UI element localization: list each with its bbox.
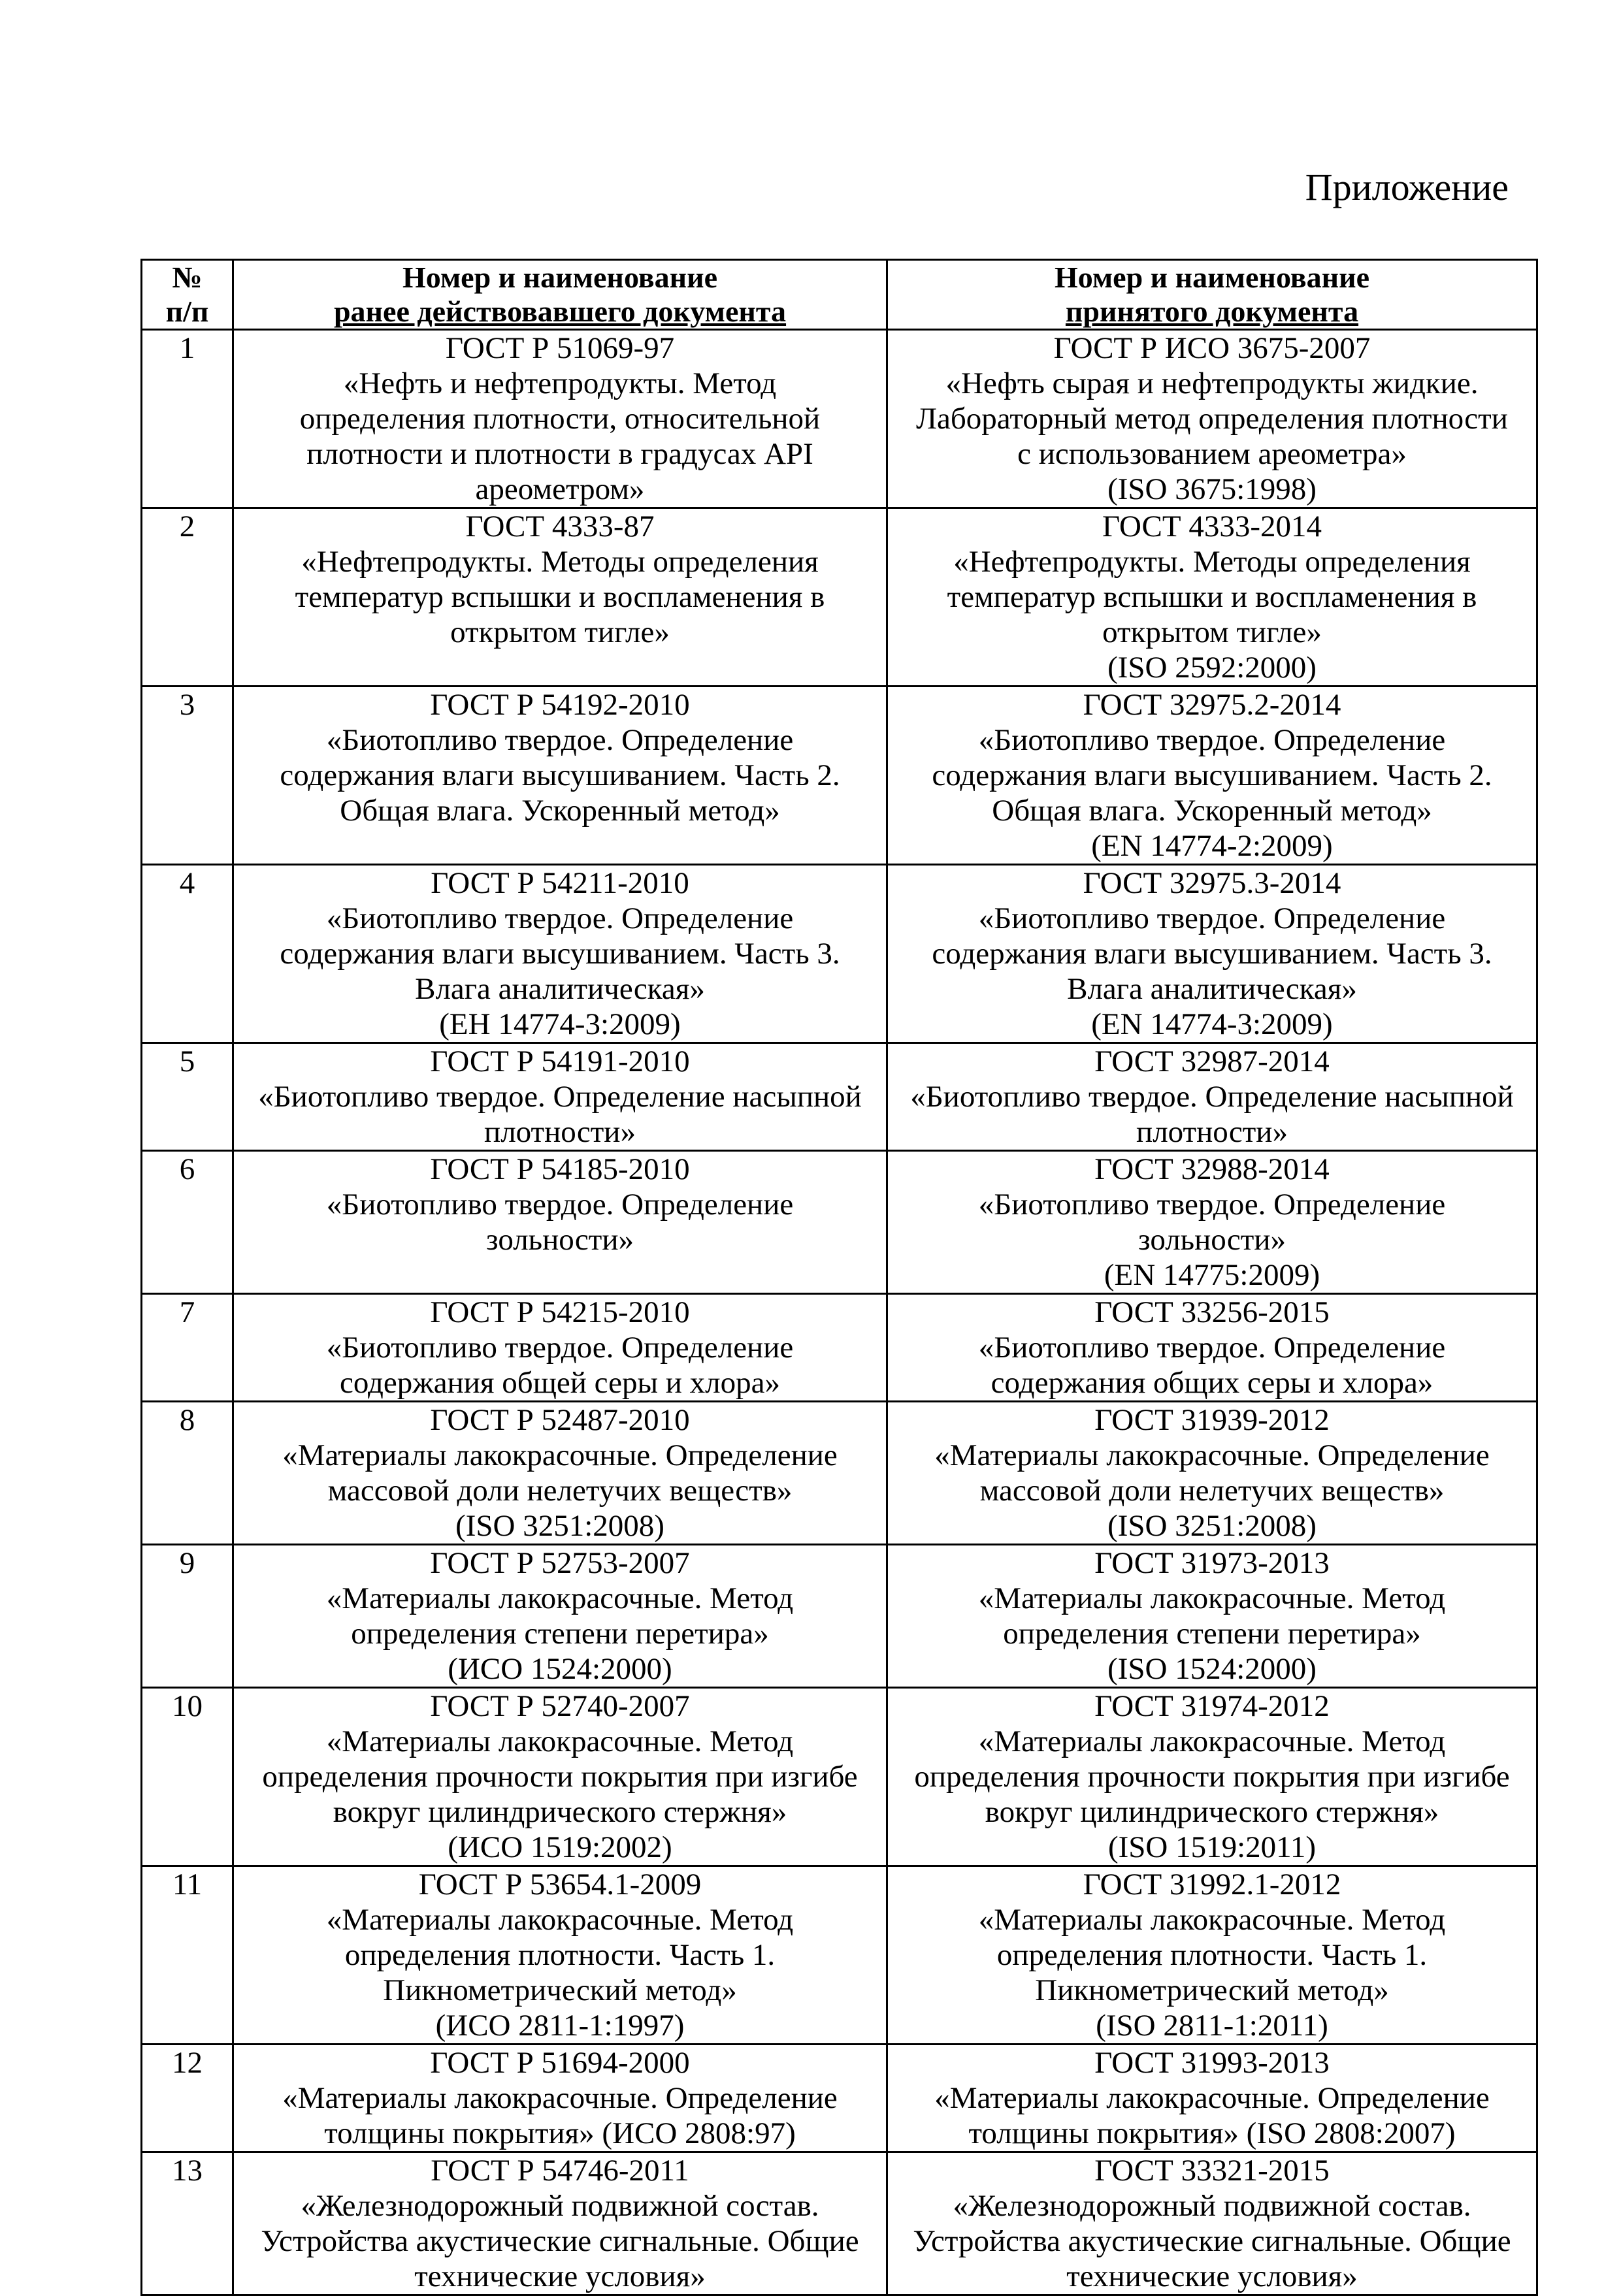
- header-adopted-line-1: Номер и наименование: [1054, 261, 1370, 294]
- adopted-document-line: ГОСТ 31974-2012: [1094, 1689, 1330, 1723]
- adopted-document-cell: [887, 865, 1537, 1043]
- adopted-document-line: «Железнодорожный подвижной состав.: [953, 2189, 1471, 2223]
- adopted-document-line: определения прочности покрытия при изгибе: [914, 1760, 1510, 1794]
- adopted-document-line: «Биотопливо твердое. Определение: [978, 901, 1446, 935]
- row-number: 12: [142, 2045, 233, 2152]
- previous-document-line: Влага аналитическая»: [415, 972, 705, 1006]
- adopted-document-line: (EN 14775:2009): [1104, 1258, 1320, 1292]
- adopted-document-line: зольности»: [1138, 1223, 1286, 1257]
- previous-document-line: определения прочности покрытия при изгибе: [262, 1760, 858, 1794]
- previous-document-line: содержания влаги высушиванием. Часть 3.: [280, 937, 840, 971]
- previous-document-line: «Нефтепродукты. Методы определения: [301, 545, 819, 579]
- adopted-document-cell: [887, 2152, 1537, 2295]
- adopted-document-cell: [887, 330, 1537, 508]
- previous-document-line: «Материалы лакокрасочные. Определение: [282, 1438, 838, 1472]
- previous-document-line: «Биотопливо твердое. Определение: [326, 901, 794, 935]
- adopted-document-line: определения плотности. Часть 1.: [996, 1938, 1428, 1972]
- previous-document-line: технические условия»: [414, 2259, 706, 2293]
- adopted-document-line: (ISO 1524:2000): [1107, 1652, 1317, 1686]
- header-previous-document: [233, 260, 887, 330]
- adopted-document-cell: [887, 508, 1537, 687]
- previous-document-line: ГОСТ Р 52740-2007: [430, 1689, 690, 1723]
- adopted-document-line: (EN 14774-2:2009): [1091, 829, 1333, 863]
- previous-document-cell: [233, 1151, 887, 1294]
- previous-document-cell: [233, 865, 887, 1043]
- previous-document-line: «Биотопливо твердое. Определение: [326, 723, 794, 757]
- adopted-document-line: «Материалы лакокрасочные. Метод: [978, 1903, 1446, 1937]
- previous-document-line: ГОСТ Р 51694-2000: [430, 2046, 690, 2080]
- header-previous-line-2: ранее действовавшего документа: [333, 295, 787, 328]
- adopted-document-line: ГОСТ Р ИСО 3675-2007: [1053, 331, 1371, 365]
- previous-document-line: (ИСО 2811-1:1997): [435, 2009, 685, 2043]
- adopted-document-cell: [887, 1043, 1537, 1151]
- adopted-document-line: (ISO 1519:2011): [1107, 1830, 1317, 1864]
- row-number: 10: [142, 1688, 233, 1866]
- adopted-document-cell: [887, 1866, 1537, 2045]
- adopted-document-line: (ISO 2592:2000): [1107, 651, 1317, 685]
- adopted-document-line: содержания влаги высушиванием. Часть 3.: [932, 937, 1492, 971]
- previous-document-line: ГОСТ Р 51069-97: [445, 331, 675, 365]
- adopted-document-line: определения степени перетира»: [1003, 1617, 1421, 1651]
- row-number: 6: [142, 1151, 233, 1294]
- row-number: 11: [142, 1866, 233, 2045]
- adopted-document-line: ГОСТ 31973-2013: [1094, 1546, 1330, 1580]
- previous-document-cell: [233, 1688, 887, 1866]
- previous-document-line: «Материалы лакокрасочные. Метод: [326, 1903, 794, 1937]
- header-adopted-line-2: принятого документа: [1065, 295, 1359, 328]
- table-header-row: [142, 260, 1537, 330]
- previous-document-cell: [233, 1402, 887, 1545]
- adopted-document-line: ГОСТ 33321-2015: [1094, 2154, 1330, 2188]
- adopted-document-line: «Нефтепродукты. Методы определения: [953, 545, 1471, 579]
- previous-document-line: плотности и плотности в градусах API: [306, 437, 813, 471]
- previous-document-cell: [233, 2152, 887, 2295]
- table-row: [142, 687, 1537, 865]
- adopted-document-line: ГОСТ 32975.3-2014: [1083, 866, 1341, 900]
- previous-document-line: массовой доли нелетучих веществ»: [327, 1474, 793, 1508]
- previous-document-line: определения степени перетира»: [351, 1617, 769, 1651]
- previous-document-line: Пикнометрический метод»: [383, 1973, 737, 2007]
- previous-document-line: «Материалы лакокрасочные. Определение: [282, 2081, 838, 2115]
- previous-document-line: «Биотопливо твердое. Определение: [326, 1188, 794, 1221]
- table-row: [142, 508, 1537, 687]
- adopted-document-line: ГОСТ 31992.1-2012: [1083, 1868, 1341, 1901]
- adopted-document-line: толщины покрытия» (ISO 2808:2007): [968, 2116, 1456, 2150]
- previous-document-line: (ISO 3251:2008): [455, 1509, 664, 1543]
- previous-document-line: ГОСТ Р 54215-2010: [430, 1295, 690, 1329]
- adopted-document-line: «Биотопливо твердое. Определение: [978, 1331, 1446, 1365]
- table-row: [142, 330, 1537, 508]
- adopted-document-line: «Биотопливо твердое. Определение: [978, 723, 1446, 757]
- adopted-document-cell: [887, 1151, 1537, 1294]
- table-row: [142, 2152, 1537, 2295]
- previous-document-cell: [233, 1043, 887, 1151]
- previous-document-cell: [233, 1866, 887, 2045]
- header-adopted-document: [887, 260, 1537, 330]
- previous-document-line: «Материалы лакокрасочные. Метод: [326, 1581, 794, 1615]
- adopted-document-line: ГОСТ 33256-2015: [1094, 1295, 1330, 1329]
- previous-document-line: ГОСТ Р 52753-2007: [430, 1546, 690, 1580]
- adopted-document-line: Общая влага. Ускоренный метод»: [992, 794, 1432, 828]
- adopted-document-line: вокруг цилиндрического стержня»: [985, 1795, 1439, 1829]
- adopted-document-line: ГОСТ 32988-2014: [1094, 1152, 1330, 1186]
- adopted-document-line: открытом тигле»: [1102, 615, 1322, 649]
- previous-document-cell: [233, 687, 887, 865]
- previous-document-cell: [233, 508, 887, 687]
- row-number: 5: [142, 1043, 233, 1151]
- adopted-document-line: «Биотопливо твердое. Определение насыпной: [910, 1080, 1514, 1114]
- adopted-document-cell: [887, 1294, 1537, 1402]
- row-number: 3: [142, 687, 233, 865]
- previous-document-cell: [233, 2045, 887, 2152]
- adopted-document-line: «Материалы лакокрасочные. Метод: [978, 1581, 1446, 1615]
- previous-document-line: ГОСТ Р 54211-2010: [431, 866, 689, 900]
- table-row: [142, 1402, 1537, 1545]
- previous-document-line: «Железнодорожный подвижной состав.: [301, 2189, 819, 2223]
- adopted-document-line: содержания влаги высушиванием. Часть 2.: [932, 758, 1492, 792]
- adopted-document-line: массовой доли нелетучих веществ»: [979, 1474, 1445, 1508]
- previous-document-line: зольности»: [486, 1223, 634, 1257]
- previous-document-line: Общая влага. Ускоренный метод»: [340, 794, 780, 828]
- adopted-document-line: температур вспышки и воспламенения в: [947, 580, 1477, 614]
- row-number: 13: [142, 2152, 233, 2295]
- table-row: [142, 1294, 1537, 1402]
- previous-document-line: «Биотопливо твердое. Определение: [326, 1331, 794, 1365]
- row-number: 9: [142, 1545, 233, 1688]
- previous-document-cell: [233, 330, 887, 508]
- table-row: [142, 2045, 1537, 2152]
- adopted-document-line: (ISO 3675:1998): [1107, 472, 1317, 506]
- adopted-document-line: (EN 14774-3:2009): [1091, 1007, 1333, 1041]
- adopted-document-line: ГОСТ 4333-2014: [1102, 509, 1322, 543]
- adopted-document-line: Устройства акустические сигнальные. Общие: [913, 2224, 1511, 2258]
- previous-document-line: «Материалы лакокрасочные. Метод: [326, 1724, 794, 1758]
- previous-document-line: толщины покрытия» (ИСО 2808:97): [324, 2116, 796, 2150]
- adopted-document-cell: [887, 2045, 1537, 2152]
- row-number: 1: [142, 330, 233, 508]
- row-number: 2: [142, 508, 233, 687]
- previous-document-line: «Биотопливо твердое. Определение насыпной: [258, 1080, 862, 1114]
- header-previous-line-1: Номер и наименование: [402, 261, 718, 294]
- adopted-document-line: ГОСТ 31939-2012: [1094, 1403, 1330, 1437]
- previous-document-line: ГОСТ 4333-87: [465, 509, 655, 543]
- table-body: [142, 330, 1537, 2295]
- adopted-document-line: «Материалы лакокрасочные. Определение: [934, 2081, 1490, 2115]
- previous-document-line: ГОСТ Р 54192-2010: [430, 688, 690, 722]
- previous-document-cell: [233, 1294, 887, 1402]
- previous-document-line: ГОСТ Р 54191-2010: [430, 1044, 690, 1078]
- previous-document-line: (ИСО 1524:2000): [448, 1652, 672, 1686]
- row-number: 8: [142, 1402, 233, 1545]
- adopted-document-cell: [887, 1545, 1537, 1688]
- previous-document-line: содержания влаги высушиванием. Часть 2.: [280, 758, 840, 792]
- previous-document-line: температур вспышки и воспламенения в: [295, 580, 825, 614]
- previous-document-line: ГОСТ Р 54746-2011: [431, 2154, 689, 2188]
- adopted-document-line: технические условия»: [1066, 2259, 1358, 2293]
- previous-document-line: ареометром»: [475, 472, 645, 506]
- previous-document-line: плотности»: [484, 1115, 636, 1149]
- adopted-document-line: ГОСТ 32975.2-2014: [1083, 688, 1341, 722]
- header-number: [142, 260, 233, 330]
- adopted-document-cell: [887, 1688, 1537, 1866]
- adopted-document-line: содержания общих серы и хлора»: [991, 1366, 1433, 1400]
- adopted-document-line: Влага аналитическая»: [1067, 972, 1357, 1006]
- adopted-document-line: «Биотопливо твердое. Определение: [978, 1188, 1446, 1221]
- table-row: [142, 1866, 1537, 2045]
- standards-replacement-table: [140, 259, 1538, 2296]
- previous-document-line: ГОСТ Р 53654.1-2009: [418, 1868, 702, 1901]
- previous-document-cell: [233, 1545, 887, 1688]
- adopted-document-line: ГОСТ 31993-2013: [1094, 2046, 1330, 2080]
- previous-document-line: (ИСО 1519:2002): [448, 1830, 672, 1864]
- previous-document-line: «Нефть и нефтепродукты. Метод: [343, 366, 777, 400]
- header-number-line-1: №: [172, 261, 203, 294]
- adopted-document-line: «Материалы лакокрасочные. Метод: [978, 1724, 1446, 1758]
- table-row: [142, 1151, 1537, 1294]
- adopted-document-line: ГОСТ 32987-2014: [1094, 1044, 1330, 1078]
- previous-document-line: ГОСТ Р 54185-2010: [430, 1152, 690, 1186]
- previous-document-line: вокруг цилиндрического стержня»: [333, 1795, 787, 1829]
- table-row: [142, 1688, 1537, 1866]
- header-number-line-2: п/п: [165, 295, 209, 328]
- adopted-document-line: Лабораторный метод определения плотности: [916, 402, 1508, 436]
- previous-document-line: определения плотности, относительной: [299, 402, 821, 436]
- table-row: [142, 1043, 1537, 1151]
- adopted-document-line: «Нефть сырая и нефтепродукты жидкие.: [945, 366, 1479, 400]
- adopted-document-line: «Материалы лакокрасочные. Определение: [934, 1438, 1490, 1472]
- table-row: [142, 1545, 1537, 1688]
- previous-document-line: (ЕН 14774-3:2009): [439, 1007, 681, 1041]
- row-number: 7: [142, 1294, 233, 1402]
- adopted-document-line: (ISO 3251:2008): [1107, 1509, 1317, 1543]
- adopted-document-line: Пикнометрический метод»: [1035, 1973, 1389, 2007]
- row-number: 4: [142, 865, 233, 1043]
- previous-document-line: содержания общей серы и хлора»: [340, 1366, 780, 1400]
- adopted-document-cell: [887, 687, 1537, 865]
- previous-document-line: Устройства акустические сигнальные. Общие: [261, 2224, 859, 2258]
- appendix-label: Приложение: [1305, 166, 1509, 208]
- adopted-document-line: (ISO 2811-1:2011): [1096, 2009, 1328, 2043]
- adopted-document-line: плотности»: [1136, 1115, 1288, 1149]
- adopted-document-line: с использованием ареометра»: [1017, 437, 1407, 471]
- previous-document-line: ГОСТ Р 52487-2010: [430, 1403, 690, 1437]
- previous-document-line: определения плотности. Часть 1.: [344, 1938, 776, 1972]
- adopted-document-cell: [887, 1402, 1537, 1545]
- previous-document-line: открытом тигле»: [450, 615, 670, 649]
- table-row: [142, 865, 1537, 1043]
